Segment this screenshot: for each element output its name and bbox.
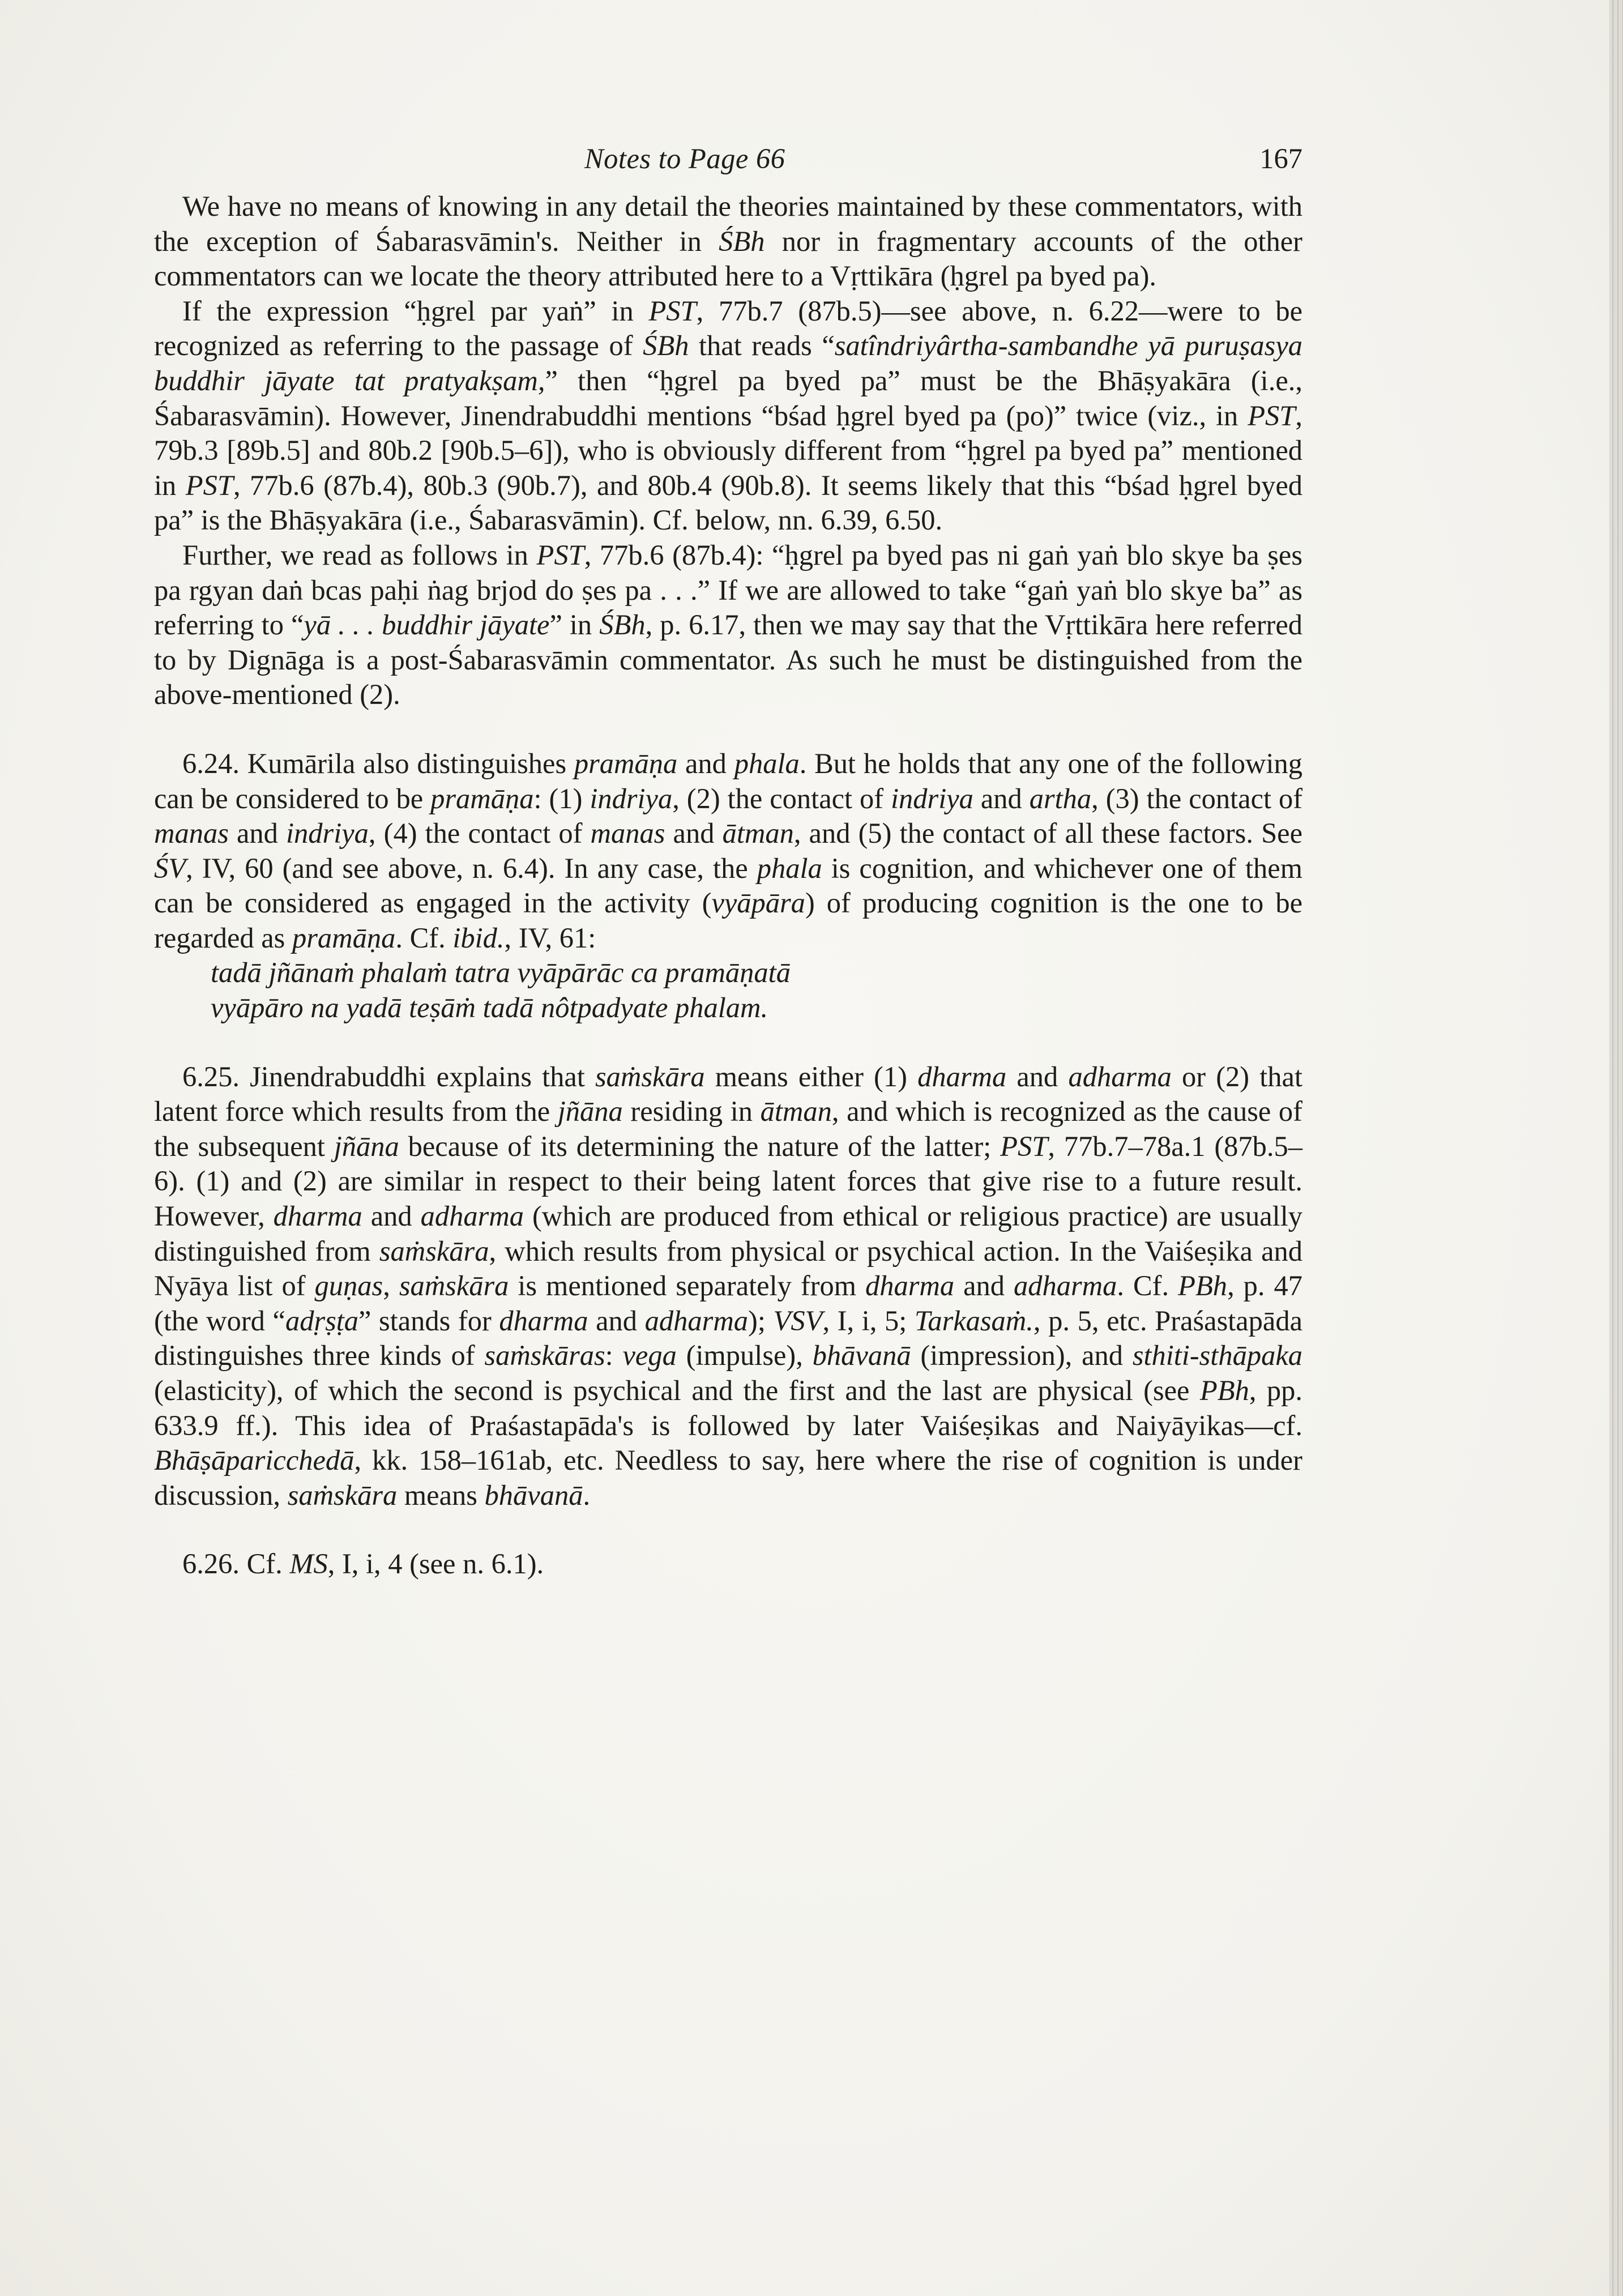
text-run: , 77b.7–78a.1 (87b.5–6). (1) and (2) are similar in respect to their being latent forces that give rise to a future result. However,	[154, 1130, 1303, 1232]
italic-term: PBh	[1199, 1375, 1249, 1406]
paragraph	[154, 538, 1302, 712]
page-edge	[1609, 0, 1623, 2296]
page-number: 167	[1259, 143, 1302, 174]
text-run: , pp. 633.9 ff.). This idea of Praśastapāda's is followed by later Vaiśeṣikas and Naiyāyikas—cf.	[154, 1375, 1302, 1441]
italic-term: dharma	[917, 1060, 1007, 1092]
text-run: , p. 5, etc. Praśastapāda distinguishes three kinds of	[154, 1304, 1302, 1372]
italic-term: PST	[1000, 1130, 1048, 1162]
italic-term: indriya	[590, 782, 673, 814]
italic-term: ātman	[722, 817, 794, 850]
italic-term: vega	[622, 1339, 677, 1372]
text-run: , (3) the contact of	[1091, 782, 1303, 814]
italic-term: saṁskāra	[399, 1270, 509, 1302]
italic-term: dharma	[273, 1200, 362, 1232]
page-content	[154, 142, 1302, 1582]
text-run: ” then “ḥgrel pa byed pa” must be the Bhāṣyakāra (i.e., Śabarasvāmin). However, Jinendrabuddhi mentions “bśad ḥgrel byed pa (po)” twice (viz., in	[154, 364, 1302, 432]
text-run: , (2) the contact of	[672, 782, 891, 814]
italic-term: PST	[536, 539, 584, 571]
text-run: If the expression “ḥgrel par yaṅ” in	[182, 295, 649, 327]
italic-term: Tarkasaṁ.	[914, 1304, 1033, 1337]
text-run: :	[605, 1339, 623, 1372]
text-run: that reads “	[689, 330, 835, 362]
italic-term: adṛṣṭa	[285, 1304, 359, 1337]
text-run: and	[973, 782, 1030, 814]
text-run: (impulse),	[676, 1339, 813, 1372]
text-run: and	[954, 1270, 1014, 1302]
paragraph-gap	[154, 1513, 1302, 1547]
text-run: ,	[383, 1270, 399, 1302]
italic-term: phala	[734, 747, 800, 779]
text-run: 6.26. Cf.	[182, 1548, 290, 1580]
italic-term: PBh	[1178, 1270, 1228, 1302]
text-run: , p. 47 (the word “	[154, 1270, 1303, 1337]
italic-term: dharma	[499, 1304, 588, 1337]
text-run: , 79b.3 [89b.5] and 80b.2 [90b.5–6]), who is obviously different from “ḥgrel pa byed pa” mentioned in	[154, 399, 1302, 501]
italic-term: vyāpāro na yadā teṣāṁ tadā nôtpadyate phalam.	[211, 992, 768, 1024]
italic-term: saṁskāra	[287, 1479, 398, 1511]
text-run: (which are produced from ethical or religious practice) are usually distinguished from	[154, 1200, 1302, 1267]
page-header	[154, 142, 1302, 177]
text-run: , IV, 61:	[504, 921, 596, 954]
italic-term: vyāpāra	[711, 887, 805, 919]
text-run: and	[677, 747, 734, 779]
verse-line	[154, 991, 1302, 1026]
italic-term: VSV	[773, 1304, 823, 1337]
text-run: , 77b.7 (87b.5)—see above, n. 6.22—were to be recognized as referring to the passage of	[154, 295, 1302, 362]
italic-term: adharma	[1014, 1270, 1117, 1302]
body-text	[154, 189, 1302, 1582]
italic-term: MS	[289, 1548, 328, 1580]
italic-term: pramāṇa	[292, 921, 396, 954]
paragraph	[154, 189, 1302, 294]
italic-term: manas	[590, 817, 665, 850]
italic-term: ŚBh	[643, 330, 689, 362]
italic-term: ŚBh	[599, 609, 646, 641]
italic-term: saṁskāra	[595, 1060, 705, 1092]
text-run: nor in fragmentary accounts of the other commentators can we locate the theory attributed here to a Vṛttikāra (ḥgrel pa byed pa).	[154, 225, 1302, 292]
text-run: 6.24. Kumārila also distinguishes	[182, 747, 574, 779]
italic-term: ŚV	[154, 852, 186, 884]
text-run: , 77b.6 (87b.4): “ḥgrel pa byed pas ni gaṅ yaṅ blo skye ba ṣes pa rgyan daṅ bcas paḥi ṅag brjod do ṣes pa . . .” If we are allowed to take “gaṅ yaṅ blo skye ba” as referring to “	[154, 539, 1302, 641]
italic-term: artha	[1029, 782, 1092, 814]
text-run: .	[583, 1479, 591, 1511]
text-run: is cognition, and whichever one of them can be considered as engaged in the activity (	[154, 852, 1302, 919]
italic-term: dharma	[865, 1270, 955, 1302]
italic-term: ibid.	[452, 921, 505, 954]
text-run: , I, i, 5;	[822, 1304, 915, 1337]
text-run: 6.25. Jinendrabuddhi explains that	[182, 1060, 596, 1092]
text-run: means	[397, 1479, 485, 1511]
paragraph	[154, 1060, 1302, 1513]
italic-term: sthiti-sthāpaka	[1132, 1339, 1303, 1372]
text-run: and	[665, 817, 723, 850]
italic-term: bhāvanā	[812, 1339, 911, 1372]
text-run: , and which is recognized as the cause of the subsequent	[154, 1095, 1302, 1162]
italic-term: saṁskāra	[379, 1235, 489, 1267]
verse-line	[154, 955, 1302, 991]
italic-term: saṁskāras	[484, 1339, 605, 1372]
text-run: residing in	[622, 1095, 761, 1128]
text-run: , I, i, 4 (see n. 6.1).	[327, 1548, 544, 1580]
text-run: . Cf.	[395, 921, 453, 954]
text-run: (elasticity), of which the second is psychical and the first and the last are physical (see	[154, 1375, 1200, 1406]
italic-term: ātman	[760, 1095, 832, 1128]
text-run: Further, we read as follows in	[182, 539, 537, 571]
text-run: , and (5) the contact of all these factors. See	[793, 817, 1302, 850]
text-run: , IV, 60 (and see above, n. 6.4). In any case, the	[186, 852, 757, 884]
text-run: , p. 6.17, then we may say that the Vṛttikāra here referred to by Dignāga is a post-Śabarasvāmin commentator. As such he must be distinguished from the above-mentioned (2).	[154, 609, 1302, 711]
text-run: . Cf.	[1117, 1270, 1178, 1302]
italic-term: ŚBh	[719, 225, 765, 257]
italic-term: jñāna	[334, 1130, 399, 1162]
text-run: , (4) the contact of	[368, 817, 591, 850]
text-run: and	[228, 817, 287, 850]
text-run: ” in	[549, 609, 600, 641]
italic-term: Bhāṣāparicchedā	[154, 1444, 355, 1476]
italic-term: indriya	[286, 817, 369, 850]
italic-term: adharma	[420, 1200, 524, 1232]
italic-term: indriya	[891, 782, 973, 814]
text-run: , which results from physical or psychical action. In the Vaiśeṣika and Nyāya list of	[154, 1235, 1302, 1302]
text-run: : (1)	[533, 782, 590, 814]
text-run: ” stands for	[358, 1304, 499, 1337]
text-run: , kk. 158–161ab, etc. Needless to say, here where the rise of cognition is under discussion,	[154, 1444, 1302, 1511]
text-run: (impression), and	[911, 1339, 1133, 1372]
text-run: We have no means of knowing in any detail the theories maintained by these commentators, with the exception of Śabarasvāmin's. Neither in	[154, 190, 1302, 257]
paragraph-gap	[154, 1026, 1302, 1060]
italic-term: PST	[185, 469, 233, 501]
italic-term: PST	[648, 295, 697, 327]
italic-term: PST	[1248, 399, 1296, 432]
text-run: because of its determining the nature of the latter;	[399, 1130, 1001, 1162]
paragraph	[154, 746, 1302, 956]
text-run: , 77b.6 (87b.4), 80b.3 (90b.7), and 80b.4 (90b.8). It seems likely that this “bśad ḥgrel byed pa” is the Bhāṣyakāra (i.e., Śabarasvāmin). Cf. below, nn. 6.39, 6.50.	[154, 469, 1303, 536]
paragraph	[154, 294, 1302, 538]
italic-term: pramāṇa	[574, 747, 678, 779]
text-run: is mentioned separately from	[509, 1270, 866, 1302]
italic-term: yā . . . buddhir jāyate	[304, 609, 550, 641]
italic-term: guṇas	[314, 1270, 383, 1302]
italic-term: adharma	[644, 1304, 749, 1337]
text-run: and	[1006, 1060, 1069, 1092]
paragraph	[154, 1547, 1302, 1582]
text-run: ) of producing cognition is the one to be regarded as	[154, 887, 1302, 954]
text-run: and	[362, 1200, 421, 1232]
text-run: or (2) that latent force which results from the	[154, 1060, 1302, 1128]
italic-term: manas	[154, 817, 229, 850]
italic-term: adharma	[1068, 1060, 1172, 1092]
text-run: );	[748, 1304, 774, 1337]
paragraph-gap	[154, 712, 1302, 746]
italic-term: bhāvanā	[484, 1479, 583, 1511]
text-run: . But he holds that any one of the following can be considered to be	[154, 747, 1302, 814]
running-head: Notes to Page 66	[584, 143, 785, 174]
text-run: means either (1)	[704, 1060, 918, 1092]
italic-term: pramāṇa	[430, 782, 534, 814]
italic-term: phala	[757, 852, 822, 884]
italic-term: jñāna	[557, 1095, 623, 1128]
text-run: and	[588, 1304, 645, 1337]
italic-term: tadā jñānaṁ phalaṁ tatra vyāpārāc ca pramāṇatā	[211, 957, 791, 989]
italic-term: satîndriyârtha-sambandhe yā puruṣasya buddhir jāyate tat pratyakṣam,	[154, 330, 1302, 396]
